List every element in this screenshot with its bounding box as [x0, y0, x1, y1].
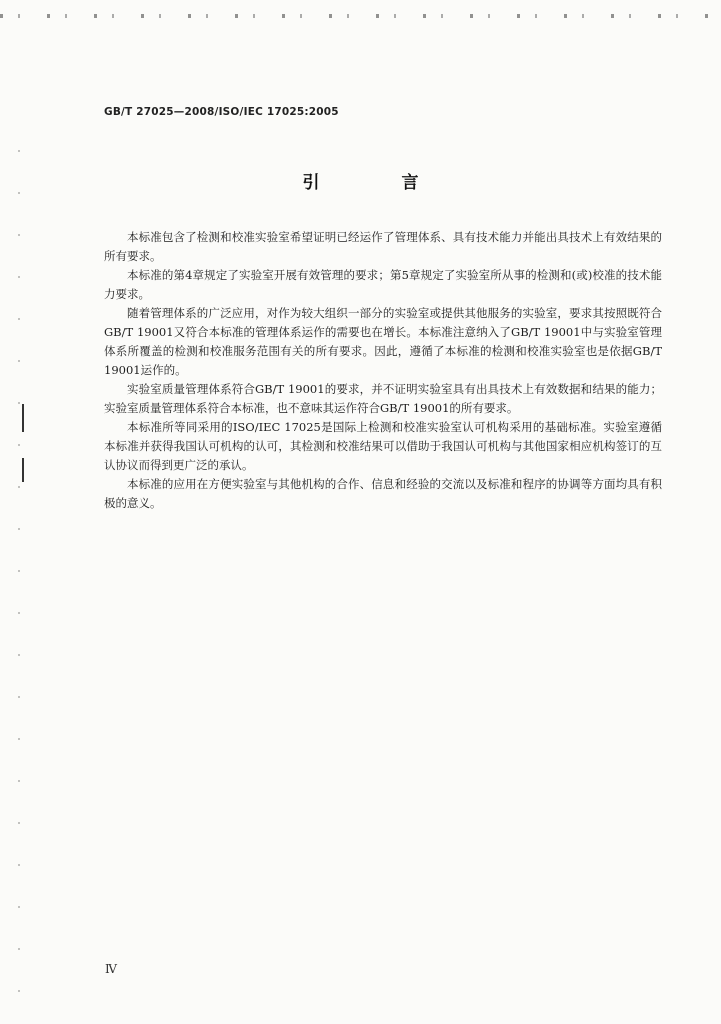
page-title: 引 言: [302, 173, 457, 193]
paragraph: 随着管理体系的广泛应用，对作为较大组织一部分的实验室或提供其他服务的实验室，要求其按照既符合GB/T 19001又符合本标准的管理体系运作的需要也在增长。本标准注意纳入了GB/T 19001中与实验室管理体系所覆盖的检测和校准服务范围有关的所有要求。因此，遵循了本标准的检测和校准实验室也是依据GB/T 19001运作的。: [104, 306, 662, 377]
paragraph: 本标准包含了检测和校准实验室希望证明已经运作了管理体系、具有技术能力并能出具技术上有效结果的所有要求。: [104, 230, 662, 263]
margin-mark: [22, 458, 24, 482]
scan-margin-noise: [18, 150, 20, 1020]
paragraph: 本标准的第4章规定了实验室开展有效管理的要求；第5章规定了实验室所从事的检测和(或)校准的技术能力要求。: [104, 268, 662, 301]
paragraph: 实验室质量管理体系符合GB/T 19001的要求，并不证明实验室具有出具技术上有效数据和结果的能力；实验室质量管理体系符合本标准，也不意味其运作符合GB/T 19001的所有要求。: [104, 382, 662, 415]
standard-code: GB/T 27025—2008/ISO/IEC 17025:2005: [104, 106, 339, 118]
document-body: [104, 228, 662, 513]
paragraph: 本标准所等同采用的ISO/IEC 17025是国际上检测和校准实验室认可机构采用的基础标准。实验室遵循本标准并获得我国认可机构的认可，其检测和校准结果可以借助于我国认可机构与其他国家相应机构签订的互认协议而得到更广泛的承认。: [104, 420, 662, 472]
margin-mark: [22, 404, 24, 432]
scan-edge-noise: [0, 14, 721, 18]
paragraph: 本标准的应用在方便实验室与其他机构的合作、信息和经验的交流以及标准和程序的协调等方面均具有积极的意义。: [104, 477, 662, 510]
page-number: Ⅳ: [105, 962, 117, 976]
